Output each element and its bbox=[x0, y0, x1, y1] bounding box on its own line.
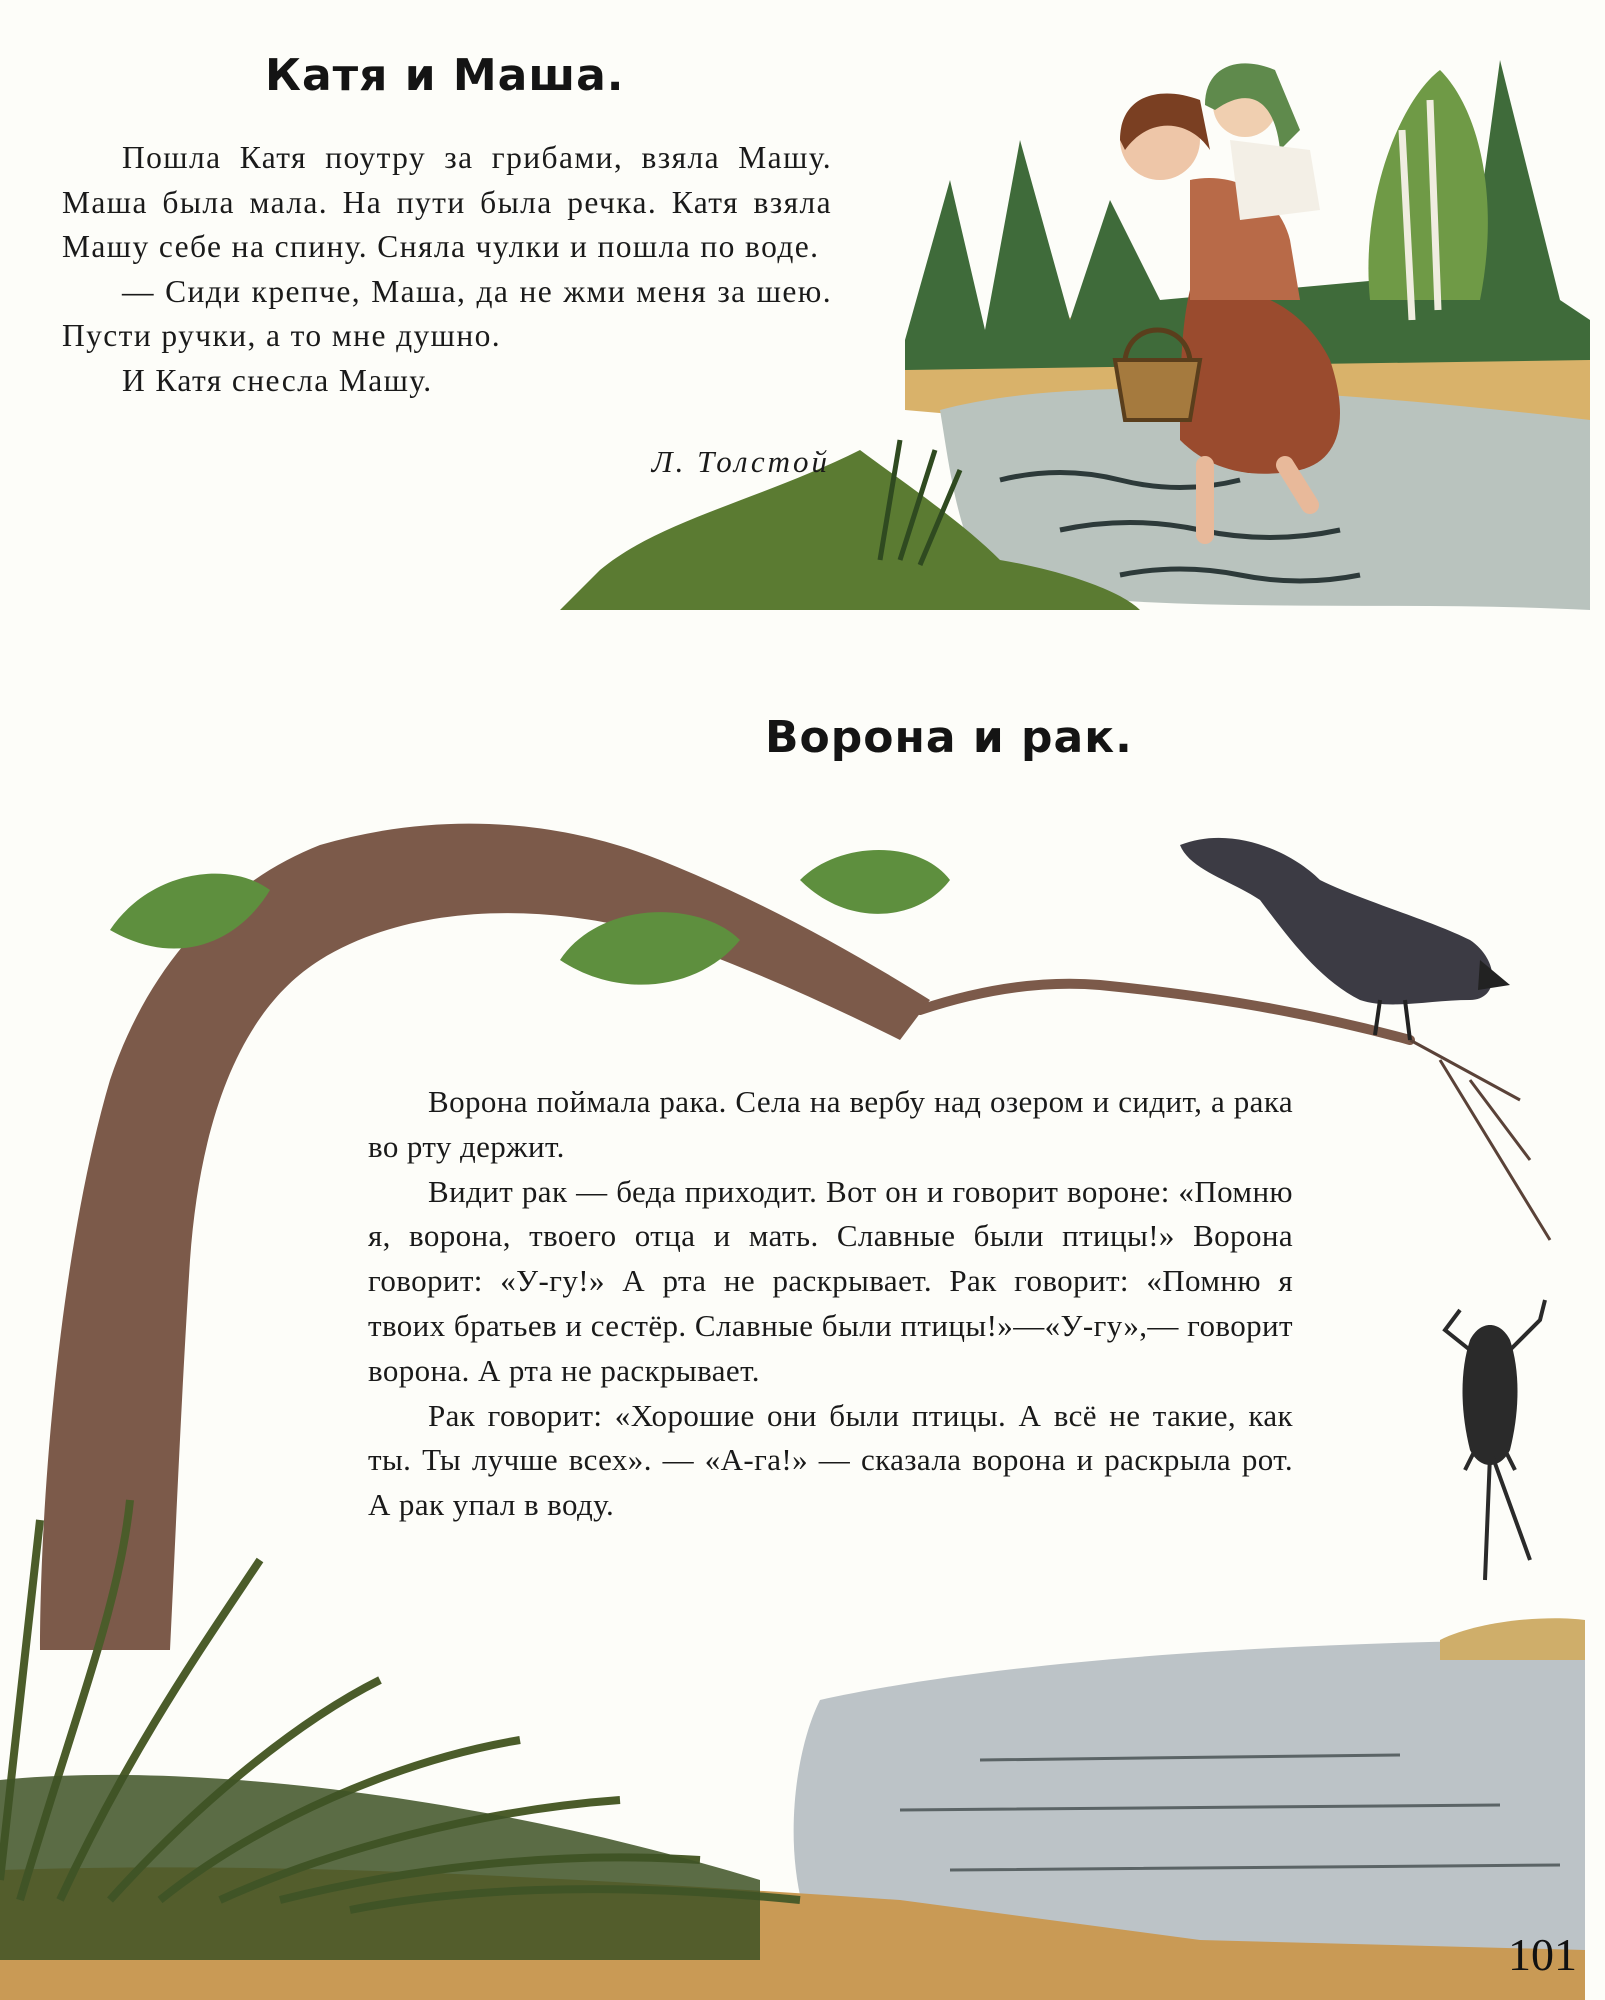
page-number: 101 bbox=[1508, 1929, 1577, 1980]
paragraph: Пошла Катя поутру за грибами, взяла Машу. Маша была мала. На пути была речка. Катя взяла Машу себе на спину. Сняла чулки и пошла по воде. bbox=[62, 140, 832, 264]
paragraph: Ворона поймала рака. Села на вербу над озером и сидит, а рака во рту держит. bbox=[368, 1084, 1293, 1164]
paragraph: И Катя снесла Машу. bbox=[122, 362, 433, 398]
crow bbox=[1180, 838, 1493, 1005]
story1-text bbox=[62, 136, 832, 403]
paragraph: Видит рак — беда приходит. Вот он и говорит вороне: «Помню я, ворона, твоего отца и мать. Славные были птицы!» Ворона говорит: «У-гу!» А рта не раскрывает. Рак говорит: «Помню я твоих братьев и сестёр. Славные были птицы!»—«У-гу»,— говорит ворона. А рта не раскрывает. bbox=[368, 1173, 1293, 1388]
story2-text bbox=[368, 1080, 1293, 1528]
story2-title: Ворона и рак. bbox=[765, 712, 1133, 763]
paragraph: Рак говорит: «Хорошие они были птицы. А всё не такие, как ты. Ты лучше всех». — «А-га!» — сказала ворона и раскрыла рот. А рак упал в воду. bbox=[368, 1397, 1293, 1523]
author-signature: Л. Толстой bbox=[651, 444, 830, 479]
branch-twigs bbox=[1410, 1040, 1550, 1240]
lake-far-bank bbox=[1440, 1618, 1585, 1660]
crow-beak bbox=[1478, 960, 1510, 990]
grass-base bbox=[0, 1775, 760, 1960]
tree-branch bbox=[920, 984, 1410, 1040]
crayfish bbox=[1463, 1325, 1518, 1465]
paragraph: — Сиди крепче, Маша, да не жми меня за шею. Пусти ручки, а то мне душно. bbox=[62, 273, 832, 353]
younger-girl-body bbox=[1230, 140, 1320, 220]
story1-title: Катя и Маша. bbox=[265, 50, 625, 101]
basket bbox=[1115, 360, 1200, 420]
